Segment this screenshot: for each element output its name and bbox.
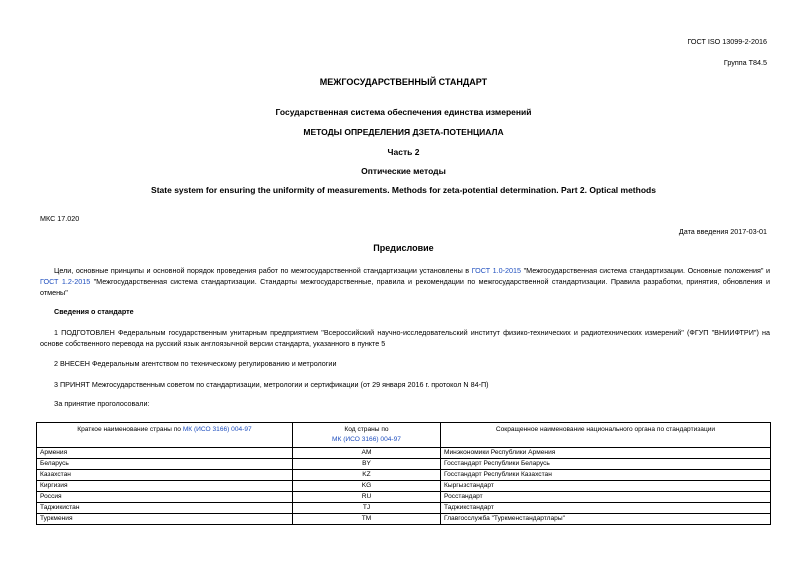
countries-table [36, 422, 771, 525]
system-title: Государственная система обеспечения единства измерений [275, 107, 532, 117]
info-heading: Сведения о стандарте [54, 307, 134, 316]
header-code-text: Код страны по [344, 426, 389, 433]
body-cell: Кыргызстандарт [441, 481, 771, 492]
document-number: ГОСТ ISO 13099-2-2016 [687, 37, 767, 46]
info-item-1-text: 1 ПОДГОТОВЛЕН Федеральным государственным унитарным предприятием "Всероссийский научно-исследовательский институт физико-технических и радиотехнических измерений" (ФГУП "ВНИИФТРИ") на основе собственного перевода на русский язык англоязычной версии стандарта, указанного в пункте 5 [40, 328, 770, 348]
foreword-paragraph [40, 265, 770, 298]
info-item-2-text: 2 ВНЕСЕН Федеральным агентством по техническому регулированию и метрологии [54, 359, 337, 368]
table-row [37, 459, 771, 470]
country-cell: Беларусь [37, 459, 293, 470]
country-cell: Россия [37, 492, 293, 503]
code-cell: BY [293, 459, 441, 470]
foreword-text-1: Цели, основные принципы и основной порядок проведения работ по межгосударственной стандартизации установлены в [54, 266, 472, 275]
table-row [37, 448, 771, 459]
voted-label: За принятие проголосовали: [54, 399, 150, 408]
country-cell: Казахстан [37, 470, 293, 481]
table-header-row [37, 423, 771, 448]
table-row [37, 514, 771, 525]
document-subtitle: Оптические методы [361, 166, 446, 176]
info-item-1 [40, 327, 770, 349]
info-item-2 [40, 358, 770, 369]
info-item-3-text: 3 ПРИНЯТ Межгосударственным советом по стандартизации, метрологии и сертификации (от 29 января 2016 г. протокол N 84-П) [54, 380, 489, 389]
body-cell: Минэкономики Республики Армения [441, 448, 771, 459]
body-cell: Госстандарт Республики Беларусь [441, 459, 771, 470]
table-row [37, 481, 771, 492]
code-cell: TJ [293, 503, 441, 514]
code-cell: TM [293, 514, 441, 525]
body-cell: Таджикстандарт [441, 503, 771, 514]
header-country-link[interactable]: МК (ИСО 3166) 004-97 [182, 426, 252, 433]
mks-code: МКС 17.020 [40, 214, 80, 223]
country-cell: Таджикистан [37, 503, 293, 514]
info-item-3 [40, 379, 770, 390]
country-cell: Армения [37, 448, 293, 459]
code-cell: AM [293, 448, 441, 459]
foreword-text-3: "Межгосударственная система стандартизации. Стандарты межгосударственные, правила и рекомендации по межгосударственной стандартизации. Правила разработки, принятия, обновления и отмены" [40, 277, 770, 297]
body-cell: Росстандарт [441, 492, 771, 503]
country-cell: Туркмения [37, 514, 293, 525]
header-code-link[interactable]: МК (ИСО 3166) 004-97 [332, 436, 401, 443]
header-country [37, 423, 293, 448]
document-title: МЕТОДЫ ОПРЕДЕЛЕНИЯ ДЗЕТА-ПОТЕНЦИАЛА [303, 127, 504, 137]
part-label: Часть 2 [387, 147, 420, 157]
effective-date: Дата введения 2017-03-01 [678, 227, 767, 236]
english-title: State system for ensuring the uniformity of measurements. Methods for zeta-potential determination. Part 2. Optical methods [151, 185, 656, 195]
foreword-text-2: "Межгосударственная система стандартизации. Основные положения" и [521, 266, 770, 275]
header-code [293, 423, 441, 448]
gost-1-2-link[interactable]: ГОСТ 1.2-2015 [40, 277, 91, 286]
table-row [37, 492, 771, 503]
body-cell: Главгосслужба "Туркменстандартлары" [441, 514, 771, 525]
header-body: Сокращенное наименование национального органа по стандартизации [441, 423, 771, 448]
foreword-heading: Предисловие [373, 243, 434, 253]
code-cell: KZ [293, 470, 441, 481]
header-country-text: Краткое наименование страны по [77, 426, 183, 433]
table-row [37, 470, 771, 481]
document-group: Группа Т84.5 [723, 58, 767, 67]
code-cell: RU [293, 492, 441, 503]
standard-type: МЕЖГОСУДАРСТВЕННЫЙ СТАНДАРТ [319, 77, 488, 87]
code-cell: KG [293, 481, 441, 492]
body-cell: Госстандарт Республики Казахстан [441, 470, 771, 481]
country-cell: Киргизия [37, 481, 293, 492]
gost-1-0-link[interactable]: ГОСТ 1.0-2015 [471, 266, 522, 275]
table-row [37, 503, 771, 514]
